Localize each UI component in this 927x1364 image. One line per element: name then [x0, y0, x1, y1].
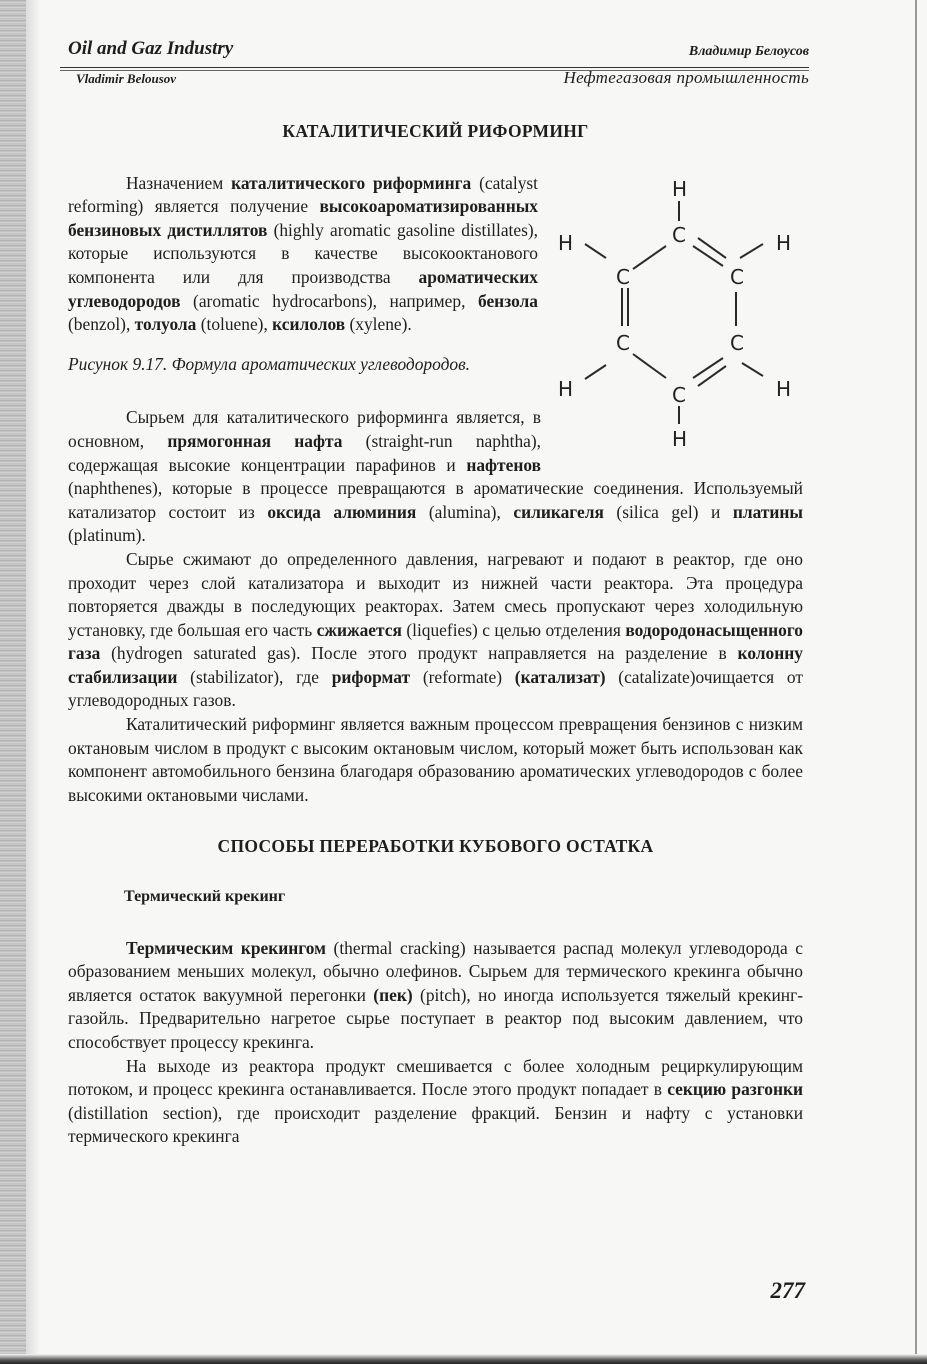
term-bold: сжижается [316, 619, 402, 640]
header-book-title-en: Oil and Gaz Industry [68, 38, 234, 59]
term-bold: каталитического риформинга [231, 172, 472, 193]
atom-h-right: H [776, 230, 792, 255]
atom-c-left-up: C [616, 264, 630, 289]
term-bold: прямогонная нафта [167, 430, 343, 451]
term-bold: оксида алюминия [267, 501, 417, 522]
header-author-ru: Владимир Белоусов [688, 44, 809, 59]
term-bold: ксилолов [272, 314, 346, 335]
text-run: (platinum). [68, 525, 146, 546]
text-run: (silica gel) и [603, 501, 733, 522]
paragraph-thermal-cracking-definition [68, 937, 803, 1055]
text-run: (catalizate)очищается от углеводородных газов. [68, 666, 804, 711]
text-run: (naphthenes), которые в процессе превращаются в ароматические соединения. Используемый катализатор состоит из [68, 478, 803, 522]
atom-h-right-low: H [776, 376, 792, 401]
term-bold: секцию разгонки [667, 1079, 804, 1100]
text-run: (alumina), [416, 501, 514, 522]
term-bold: Термическим крекингом [126, 937, 326, 958]
text-run: (straight-run naphtha), содержащая высокие концентрации парафинов и [68, 430, 542, 475]
text-run: (xylene). [345, 314, 412, 335]
atom-h-left-low: H [558, 376, 574, 401]
intro-text-column [68, 172, 538, 377]
header-book-title-ru: Нефтегазовая промышленность [563, 68, 809, 87]
figure-caption: Рисунок 9.17. Формула ароматических углеводородов. [68, 353, 470, 374]
text-run: (pitch), но иногда используется тяжелый крекинг-газойль. Предварительно нагретое сырье поступает в реактор под высоким давлением, что способствует процессу крекинга. [68, 984, 803, 1052]
text-run: (hydrogen saturated gas). После этого продукт направляется на разделение в [100, 643, 738, 664]
scan-shadow-left [26, 0, 40, 1364]
paragraph-importance [68, 713, 803, 807]
term-bold: (катализат) [514, 666, 606, 687]
atom-c-bottom: C [672, 382, 686, 407]
text-run: Сырье сжимают до определенного давления, нагревают и подают в реактор, где оно проходит через слой катализатора и выходит из нижней части реактора. Эта процедура повторяется дважды в последующих реакторах. Затем смесь пропускают через холодильную установку, где большая его часть [68, 548, 803, 640]
term-bold: риформат [331, 666, 411, 687]
scan-edge-bottom [0, 1354, 927, 1364]
term-bold: колонну стабилизации [68, 643, 803, 687]
paragraph-process-steps [68, 548, 803, 713]
term-bold: толуола [134, 314, 197, 335]
term-bold: платины [732, 501, 803, 522]
text-run: (catalyst reforming) является получение [68, 172, 538, 217]
text-run: Каталитический риформинг является важным процессом превращения бензинов с низким октановым числом в продукт с высоким октановым числом, который может быть использован как компонент автомобильного бензина благодаря образованию ароматических углеводородов с более высокими октановыми числами. [68, 714, 803, 805]
scan-edge-right [915, 0, 917, 1364]
text-run: (benzol), [68, 314, 135, 335]
atom-h-bottom: H [672, 426, 688, 451]
text-run: (distillation section), где происходит разделение фракций. Бензин и нафту с установки термического крекинга [68, 1102, 803, 1147]
section-title-catalytic-reforming: КАТАЛИТИЧЕСКИЙ РИФОРМИНГ [282, 121, 589, 141]
text-run: (aromatic hydrocarbons), например, [180, 290, 478, 311]
atom-c-right-down: C [730, 330, 744, 355]
text-run: Назначением [126, 172, 232, 193]
text-run: На выходе из реактора продукт смешивается с более холодным рециркулирующим потоком, и процесс крекинга останавливается. После этого продукт попадает в [68, 1055, 803, 1100]
text-run: (liquefies) с целью отделения [401, 619, 626, 640]
section-title-residue-processing: СПОСОБЫ ПЕРЕРАБОТКИ КУБОВОГО ОСТАТКА [217, 836, 654, 857]
atom-h-top: H [672, 176, 688, 201]
header-author-en: Vladimir Belousov [76, 71, 177, 86]
paragraph-reforming-purpose [68, 172, 538, 337]
term-bold: высокоароматизированных бензиновых дистиллятов [68, 196, 538, 240]
atom-c-right-up: C [730, 264, 744, 289]
atom-h-left: H [558, 230, 574, 255]
text-run: (thermal cracking) называется распад молекул углеводорода с образованием меньших молекул, обычно олефинов. Сырьем для термического крекинга обычно является остаток вакуумной перегонки [68, 937, 804, 1005]
paragraph-thermal-cracking-output [68, 1055, 803, 1149]
benzene-structure-diagram [548, 166, 798, 456]
term-bold: водородонасыщенного газа [68, 619, 803, 664]
term-bold: ароматических углеводородов [68, 266, 538, 311]
term-bold: нафтенов [466, 454, 541, 475]
running-header [60, 36, 809, 92]
term-bold: бензола [477, 290, 538, 311]
text-run: (reformate) [410, 666, 515, 687]
atom-c-left-down: C [616, 330, 630, 355]
text-run: (stabilizator), где [177, 666, 332, 687]
text-run: Сырьем для каталитического риформинга является, в основном, [68, 407, 541, 451]
scan-edge-left [0, 0, 26, 1364]
atom-c-top: C [672, 222, 686, 247]
page-number: 277 [770, 1278, 805, 1303]
page-body [68, 112, 803, 1149]
text-run: (toluene), [196, 314, 273, 335]
term-bold: силикагеля [513, 501, 604, 522]
term-bold: (пек) [373, 984, 413, 1005]
subsection-title-thermal-cracking: Термический крекинг [124, 888, 286, 906]
text-run: (highly aromatic gasoline distillates), которые используются в качестве высокооктанового компонента или для производства [68, 219, 538, 287]
